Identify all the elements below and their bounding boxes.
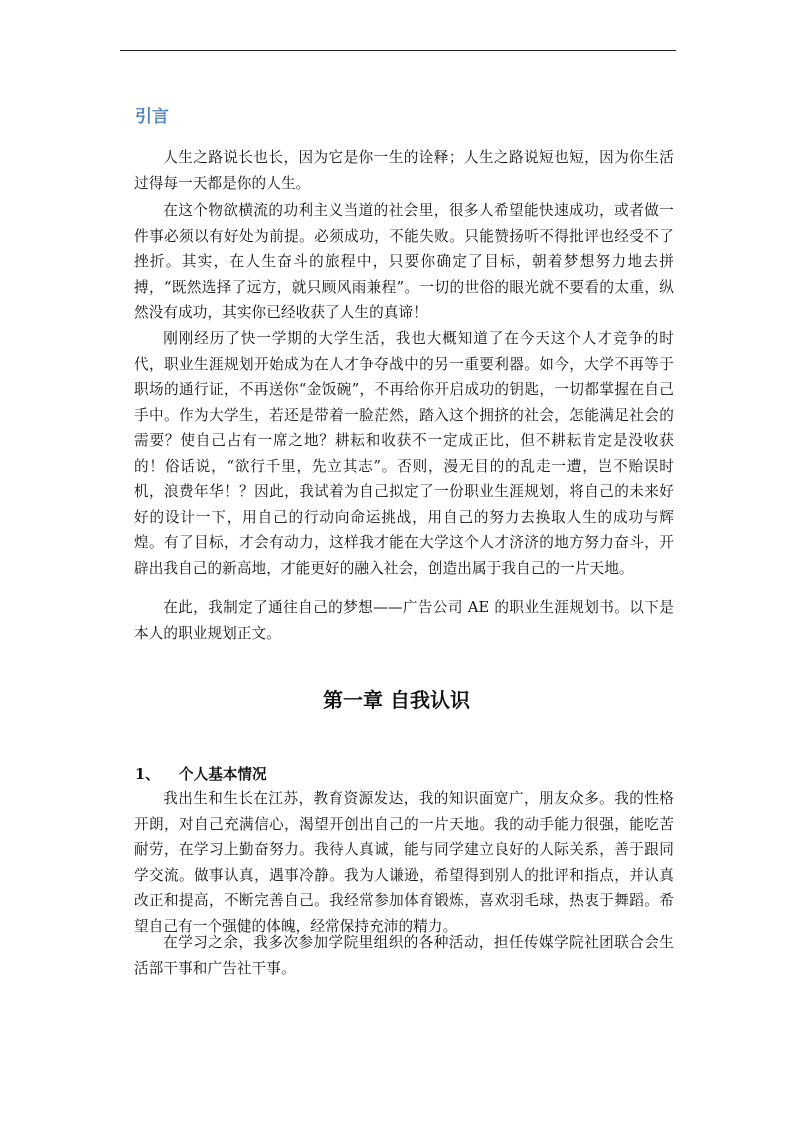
intro-paragraph-1: 人生之路说长也长，因为它是你一生的诠释；人生之路说短也短，因为你生活过得每一天都是你的人生。 (134, 149, 674, 192)
intro-heading: 引言 (135, 107, 169, 127)
section-paragraph-1: 我出生和生长在江苏，教育资源发达，我的知识面宽广，朋友众多。我的性格开朗，对自己充满信心，渴望开创出自己的一片天地。我的动手能力很强，能吃苦耐劳，在学习上勤奋努力。我待人真诚，能与同学建立良好的人际关系，善于跟同学交流。做事认真，遇事冷静。我为人谦逊，希望得到别人的批评和指点，并认真改正和提高，不断完善自己。我经常参加体育锻炼，喜欢羽毛球，热衷于舞蹈。希望自己有一个强健的体魄，经常保持充沛的精力。 (134, 790, 674, 935)
intro-paragraph-4: 在此，我制定了通往自己的梦想——广告公司 AE 的职业生涯规划书。以下是本人的职业规划正文。 (134, 599, 674, 642)
section-number: 1、 (135, 766, 160, 783)
section-title: 个人基本情况 (179, 766, 267, 783)
section-heading (135, 765, 267, 785)
intro-paragraph-3: 刚刚经历了快一学期的大学生活，我也大概知道了在今天这个人才竞争的时代，职业生涯规划开始成为在人才争夺战中的另一重要利器。如今，大学不再等于职场的通行证，不再送你“金饭碗”，不再给你开启成功的钥匙，一切都掌握在自己手中。作为大学生，若还是带着一脸茫然，踏入这个拥挤的社会，怎能满足社会的需要？使自己占有一席之地？耕耘和收获不一定成正比，但不耕耘肯定是没收获的！俗话说，“欲行千里，先立其志”。否则，漫无目的的乱走一遭，岂不贻误时机，浪费年华！？因此，我试着为自己拟定了一份职业生涯规划，将自己的未来好好的设计一下，用自己的行动向命运挑战，用自己的努力去换取人生的成功与辉煌。有了目标，才会有动力，这样我才能在大学这个人才济济的地方努力奋斗，开辟出我自己的新高地，才能更好的融入社会，创造出属于我自己的一片天地。 (134, 330, 674, 577)
section-paragraph-2: 在学习之余，我多次参加学院里组织的各种活动，担任传媒学院社团联合会生活部干事和广告社干事。 (134, 934, 674, 977)
chapter-title: 第一章 自我认识 (323, 688, 470, 712)
header-rule (120, 50, 676, 51)
intro-paragraph-2: 在这个物欲横流的功利主义当道的社会里，很多人希望能快速成功，或者做一件事必须以有好处为前提。必须成功，不能失败。只能赞扬听不得批评也经受不了挫折。其实，在人生奋斗的旅程中，只要你确定了目标，朝着梦想努力地去拼搏，“既然选择了远方，就只顾风雨兼程”。一切的世俗的眼光就不要看的太重，纵然没有成功，其实你已经收获了人生的真谛！ (134, 202, 674, 321)
